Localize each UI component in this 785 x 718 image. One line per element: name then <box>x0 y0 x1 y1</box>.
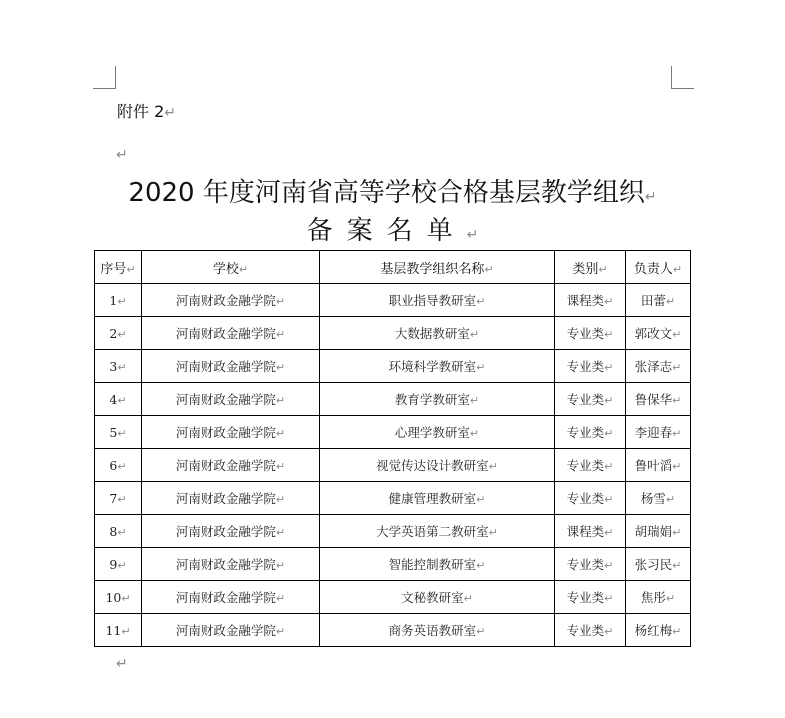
serial-cell: 8↵ <box>95 515 142 548</box>
person-in-charge-cell: 田蕾↵ <box>626 284 691 317</box>
paragraph-mark-icon: ↵ <box>116 656 128 672</box>
cell-mark-icon: ↵ <box>604 493 614 506</box>
cell-mark-icon: ↵ <box>604 361 614 374</box>
person-in-charge-cell: 鲁保华↵ <box>626 383 691 416</box>
paragraph-mark-icon: ↵ <box>466 227 479 243</box>
cell-mark-icon: ↵ <box>117 327 127 341</box>
school-cell: 河南财政金融学院↵ <box>142 548 320 581</box>
person-in-charge-cell: 李迎春↵ <box>626 416 691 449</box>
cell-mark-icon: ↵ <box>672 394 682 407</box>
table-row <box>95 548 691 581</box>
person-in-charge-cell: 杨雪↵ <box>626 482 691 515</box>
category-cell: 专业类↵ <box>555 482 626 515</box>
person-in-charge-cell: 杨红梅↵ <box>626 614 691 647</box>
cell-mark-icon: ↵ <box>275 427 286 440</box>
organization-name-cell: 大数据教研室↵ <box>320 317 555 350</box>
serial-cell: 1↵ <box>95 284 142 317</box>
school-cell: 河南财政金融学院↵ <box>142 581 320 614</box>
cell-mark-icon: ↵ <box>476 295 486 308</box>
cell-mark-icon: ↵ <box>121 591 131 605</box>
person-in-charge-cell: 鲁叶滔↵ <box>626 449 691 482</box>
header-serial: 序号↵ <box>95 251 142 284</box>
cell-mark-icon: ↵ <box>275 361 286 374</box>
cell-mark-icon: ↵ <box>665 295 676 308</box>
table-row <box>95 449 691 482</box>
table-row <box>95 284 691 317</box>
cell-mark-icon: ↵ <box>476 559 486 572</box>
person-in-charge-cell: 张习民↵ <box>626 548 691 581</box>
cell-mark-icon: ↵ <box>117 426 127 440</box>
table-row <box>95 614 691 647</box>
page-margin-corner-top-right <box>671 66 694 89</box>
category-cell: 专业类↵ <box>555 350 626 383</box>
cell-mark-icon: ↵ <box>488 460 498 473</box>
cell-mark-icon: ↵ <box>275 592 286 605</box>
school-cell: 河南财政金融学院↵ <box>142 383 320 416</box>
attachment-label <box>117 101 176 124</box>
cell-mark-icon: ↵ <box>117 558 127 572</box>
table-header-row <box>95 251 691 284</box>
category-cell: 专业类↵ <box>555 416 626 449</box>
cell-mark-icon: ↵ <box>275 460 286 473</box>
serial-cell: 5↵ <box>95 416 142 449</box>
header-category: 类别↵ <box>555 251 626 284</box>
serial-cell: 7↵ <box>95 482 142 515</box>
organization-name-cell: 视觉传达设计教研室↵ <box>320 449 555 482</box>
school-cell: 河南财政金融学院↵ <box>142 515 320 548</box>
category-cell: 课程类↵ <box>555 515 626 548</box>
school-cell: 河南财政金融学院↵ <box>142 284 320 317</box>
school-cell: 河南财政金融学院↵ <box>142 614 320 647</box>
document-title-line-1 <box>0 176 785 214</box>
cell-mark-icon: ↵ <box>275 625 286 638</box>
table-row <box>95 317 691 350</box>
table-row <box>95 416 691 449</box>
serial-cell: 2↵ <box>95 317 142 350</box>
organization-name-cell: 健康管理教研室↵ <box>320 482 555 515</box>
cell-mark-icon: ↵ <box>672 262 683 276</box>
table-row <box>95 350 691 383</box>
person-in-charge-cell: 郭改文↵ <box>626 317 691 350</box>
cell-mark-icon: ↵ <box>275 526 286 539</box>
cell-mark-icon: ↵ <box>476 361 486 374</box>
organization-name-cell: 心理学教研室↵ <box>320 416 555 449</box>
organization-name-cell: 教育学教研室↵ <box>320 383 555 416</box>
category-cell: 专业类↵ <box>555 317 626 350</box>
cell-mark-icon: ↵ <box>117 525 127 539</box>
organization-name-cell: 大学英语第二教研室↵ <box>320 515 555 548</box>
school-cell: 河南财政金融学院↵ <box>142 449 320 482</box>
cell-mark-icon: ↵ <box>484 262 494 276</box>
cell-mark-icon: ↵ <box>672 526 682 539</box>
header-school: 学校↵ <box>142 251 320 284</box>
paragraph-mark-icon: ↵ <box>116 147 128 163</box>
cell-mark-icon: ↵ <box>672 625 682 638</box>
paragraph-mark-icon: ↵ <box>164 105 177 121</box>
category-cell: 专业类↵ <box>555 548 626 581</box>
table-row <box>95 383 691 416</box>
cell-mark-icon: ↵ <box>604 328 614 341</box>
cell-mark-icon: ↵ <box>665 592 676 605</box>
cell-mark-icon: ↵ <box>604 625 614 638</box>
cell-mark-icon: ↵ <box>672 460 682 473</box>
cell-mark-icon: ↵ <box>117 492 127 506</box>
school-cell: 河南财政金融学院↵ <box>142 317 320 350</box>
table-row <box>95 515 691 548</box>
cell-mark-icon: ↵ <box>604 559 614 572</box>
cell-mark-icon: ↵ <box>469 394 480 407</box>
school-cell: 河南财政金融学院↵ <box>142 350 320 383</box>
table-body <box>95 284 691 647</box>
table-row <box>95 581 691 614</box>
header-organization-name: 基层教学组织名称↵ <box>320 251 555 284</box>
cell-mark-icon: ↵ <box>126 262 136 276</box>
person-in-charge-cell: 焦彤↵ <box>626 581 691 614</box>
cell-mark-icon: ↵ <box>665 493 676 506</box>
cell-mark-icon: ↵ <box>275 559 286 572</box>
organization-name-cell: 职业指导教研室↵ <box>320 284 555 317</box>
cell-mark-icon: ↵ <box>604 526 614 539</box>
serial-cell: 4↵ <box>95 383 142 416</box>
category-cell: 专业类↵ <box>555 383 626 416</box>
document-title-line-2 <box>0 214 785 252</box>
cell-mark-icon: ↵ <box>275 295 286 308</box>
serial-cell: 11↵ <box>95 614 142 647</box>
category-cell: 专业类↵ <box>555 614 626 647</box>
organization-name-cell: 商务英语教研室↵ <box>320 614 555 647</box>
page-margin-corner-top-left <box>93 66 116 89</box>
cell-mark-icon: ↵ <box>672 361 682 374</box>
cell-mark-icon: ↵ <box>117 393 127 407</box>
cell-mark-icon: ↵ <box>672 328 682 341</box>
cell-mark-icon: ↵ <box>672 559 682 572</box>
school-cell: 河南财政金融学院↵ <box>142 416 320 449</box>
cell-mark-icon: ↵ <box>469 427 480 440</box>
school-cell: 河南财政金融学院↵ <box>142 482 320 515</box>
cell-mark-icon: ↵ <box>604 427 614 440</box>
cell-mark-icon: ↵ <box>117 294 127 308</box>
cell-mark-icon: ↵ <box>463 592 473 605</box>
document-title-text-1: 2020 年度河南省高等学校合格基层教学组织 <box>128 178 645 208</box>
cell-mark-icon: ↵ <box>469 328 480 341</box>
cell-mark-icon: ↵ <box>604 394 614 407</box>
person-in-charge-cell: 张泽志↵ <box>626 350 691 383</box>
cell-mark-icon: ↵ <box>476 493 486 506</box>
category-cell: 课程类↵ <box>555 284 626 317</box>
person-in-charge-cell: 胡瑞娟↵ <box>626 515 691 548</box>
organization-name-cell: 环境科学教研室↵ <box>320 350 555 383</box>
paragraph-mark-icon: ↵ <box>644 189 657 205</box>
attachment-label-text: 附件 2 <box>117 102 165 121</box>
cell-mark-icon: ↵ <box>672 427 682 440</box>
category-cell: 专业类↵ <box>555 581 626 614</box>
cell-mark-icon: ↵ <box>604 295 614 308</box>
serial-cell: 9↵ <box>95 548 142 581</box>
serial-cell: 3↵ <box>95 350 142 383</box>
cell-mark-icon: ↵ <box>275 328 286 341</box>
document-title-text-2: 备案名单 <box>306 216 467 246</box>
cell-mark-icon: ↵ <box>598 262 608 276</box>
cell-mark-icon: ↵ <box>488 526 498 539</box>
cell-mark-icon: ↵ <box>604 592 614 605</box>
table-row <box>95 482 691 515</box>
cell-mark-icon: ↵ <box>275 493 286 506</box>
cell-mark-icon: ↵ <box>121 624 131 638</box>
cell-mark-icon: ↵ <box>476 625 486 638</box>
empty-paragraph <box>116 145 128 164</box>
cell-mark-icon: ↵ <box>604 460 614 473</box>
registration-table <box>94 250 691 647</box>
header-person-in-charge: 负责人↵ <box>626 251 691 284</box>
empty-paragraph <box>116 654 128 673</box>
organization-name-cell: 文秘教研室↵ <box>320 581 555 614</box>
cell-mark-icon: ↵ <box>117 360 127 374</box>
cell-mark-icon: ↵ <box>275 394 286 407</box>
cell-mark-icon: ↵ <box>117 459 127 473</box>
serial-cell: 10↵ <box>95 581 142 614</box>
category-cell: 专业类↵ <box>555 449 626 482</box>
cell-mark-icon: ↵ <box>238 262 249 276</box>
serial-cell: 6↵ <box>95 449 142 482</box>
organization-name-cell: 智能控制教研室↵ <box>320 548 555 581</box>
